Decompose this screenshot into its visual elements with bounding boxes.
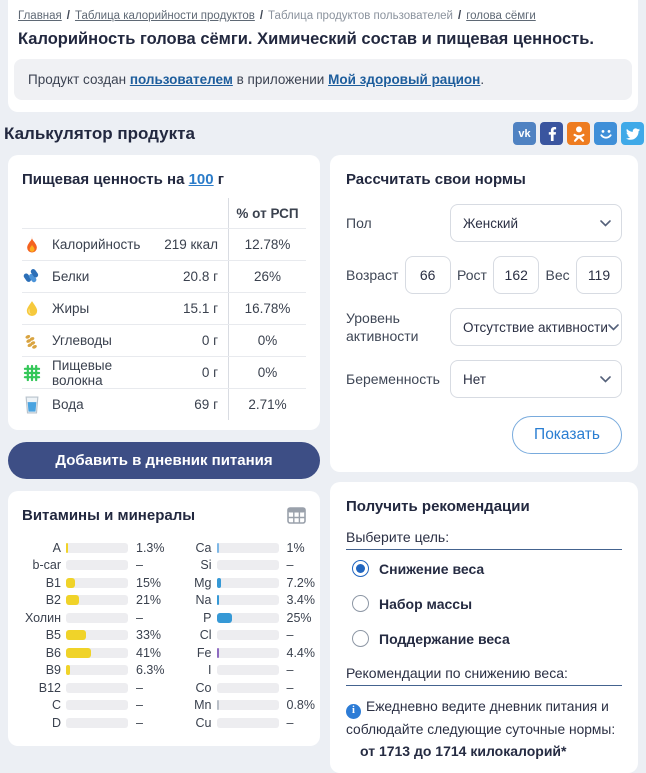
vitamins-title: Витамины и минералы: [22, 507, 196, 524]
nutrient-value: 0 г: [201, 333, 218, 348]
calculator-title: Калькулятор продукта: [4, 123, 195, 143]
breadcrumb-user-products: Таблица продуктов пользователей: [268, 10, 453, 22]
app-link[interactable]: Мой здоровый рацион: [328, 72, 481, 87]
goal-option-weight-loss[interactable]: [352, 560, 622, 577]
table-grid-icon: [287, 507, 306, 524]
radio-unselected-icon[interactable]: [352, 630, 369, 647]
list-item: [179, 714, 316, 732]
carbs-icon: [22, 331, 52, 351]
vitamin-label: A: [52, 540, 61, 555]
notice-text: в приложении: [236, 72, 325, 87]
mineral-bar: [217, 665, 279, 675]
vitamin-bar: [66, 543, 128, 553]
vitamins-minerals-grid: [22, 539, 315, 732]
social-share-bar: [513, 122, 644, 145]
mineral-bar: [217, 595, 279, 605]
breadcrumb-home-link[interactable]: Главная: [18, 10, 62, 22]
vitamin-label: Холин: [24, 610, 61, 625]
vitamin-bar: [66, 578, 128, 588]
add-to-diary-button[interactable]: Добавить в дневник питания: [8, 442, 320, 479]
nutrient-label: Жиры: [52, 301, 90, 316]
vitamin-pct: –: [136, 558, 143, 573]
page-title: Калорийность голова сёмги. Химический состав и пищевая ценность.: [18, 30, 594, 48]
vitamin-label: b-car: [32, 558, 61, 573]
pregnancy-select[interactable]: [450, 360, 622, 398]
vitamins-column: [22, 539, 165, 732]
show-norms-button[interactable]: Показать: [512, 416, 622, 454]
breadcrumb-separator: /: [457, 10, 462, 22]
list-item: [179, 592, 316, 610]
nutrition-card: [8, 155, 320, 430]
nutrient-value: 69 г: [194, 397, 218, 412]
vitamin-pct: 6.3%: [136, 663, 165, 678]
age-input[interactable]: [405, 256, 451, 294]
vitamin-pct: –: [136, 610, 143, 625]
activity-label: Уровень активности: [346, 309, 419, 344]
vitamin-label: C: [51, 698, 61, 713]
info-icon: i: [346, 704, 361, 719]
mineral-label: Cl: [199, 628, 212, 643]
nutrient-label: Углеводы: [52, 333, 112, 348]
mineral-pct: 25%: [286, 610, 312, 625]
recommendations-card: [330, 482, 638, 773]
mineral-bar: [217, 578, 279, 588]
mineral-bar: [217, 543, 279, 553]
recommendation-section-header: Рекомендации по снижению веса:: [346, 665, 622, 686]
mineral-bar: [217, 630, 279, 640]
gender-value: Женский: [463, 215, 519, 231]
table-row: [22, 356, 306, 388]
mineral-pct: 3.4%: [286, 593, 315, 608]
notice-text: .: [480, 72, 485, 87]
list-item: [22, 592, 165, 610]
height-label: Рост: [457, 267, 487, 283]
chevron-down-icon: [608, 324, 619, 331]
list-item: [179, 644, 316, 662]
goal-option-weight-maintain[interactable]: [352, 630, 622, 647]
nutrition-unit: г: [217, 171, 225, 188]
protein-icon: [22, 267, 52, 287]
norms-title: Рассчитать свои нормы: [346, 171, 526, 188]
calculator-body: [0, 155, 646, 773]
nutrient-label: Белки: [52, 269, 90, 284]
mineral-pct: 0.8%: [286, 698, 315, 713]
norms-card: [330, 155, 638, 472]
odnoklassniki-icon: [573, 126, 585, 142]
nutrient-value: 15.1 г: [183, 301, 218, 316]
mineral-bar: [217, 613, 279, 623]
pregnancy-label: Беременность: [346, 370, 440, 387]
radio-selected-icon[interactable]: [352, 560, 369, 577]
list-item: [179, 627, 316, 645]
user-link[interactable]: пользователем: [129, 72, 233, 87]
moimir-share-button[interactable]: [594, 122, 617, 145]
page-header-card: [8, 0, 638, 112]
list-item: [22, 714, 165, 732]
mineral-bar: [217, 700, 279, 710]
list-item: [22, 627, 165, 645]
pregnancy-value: Нет: [463, 371, 486, 387]
list-item: [179, 662, 316, 680]
vitamin-pct: 15%: [136, 575, 162, 590]
height-input[interactable]: [493, 256, 539, 294]
nutrient-label: Вода: [52, 397, 84, 412]
vitamin-label: B1: [45, 575, 61, 590]
vitamin-pct: 1.3%: [136, 540, 165, 555]
goal-section-label: Выберите цель:: [346, 529, 622, 550]
mineral-pct: –: [286, 663, 294, 678]
vitamins-card: [8, 491, 320, 746]
breadcrumb-separator: /: [66, 10, 70, 22]
list-item: [22, 574, 165, 592]
list-item: [22, 609, 165, 627]
nutrient-rsp-pct: 2.71%: [228, 389, 306, 420]
twitter-bird-icon: [626, 128, 640, 140]
nutrient-rsp-pct: 12.78%: [228, 229, 306, 260]
goal-option-mass-gain[interactable]: [352, 595, 622, 612]
mineral-label: Co: [195, 680, 212, 695]
list-item: [22, 557, 165, 575]
mineral-bar: [217, 718, 279, 728]
mineral-pct: –: [286, 715, 294, 730]
chevron-down-icon: [600, 376, 611, 383]
mineral-pct: 4.4%: [286, 645, 315, 660]
list-item: [179, 697, 316, 715]
facebook-icon: [546, 127, 558, 141]
breadcrumb-current-product-link[interactable]: голова сёмги: [466, 10, 536, 22]
list-item: [179, 557, 316, 575]
gender-select[interactable]: [450, 204, 622, 242]
table-view-button[interactable]: [287, 507, 306, 527]
vitamin-bar: [66, 718, 128, 728]
vk-share-button[interactable]: vk: [513, 122, 536, 145]
vitamin-label: B12: [38, 680, 61, 695]
portion-amount-link[interactable]: 100: [188, 171, 214, 188]
list-item: [22, 644, 165, 662]
nutrient-rsp-pct: 0%: [228, 325, 306, 356]
minerals-column: [179, 539, 316, 732]
table-row: [22, 260, 306, 292]
mineral-label: Na: [195, 593, 212, 608]
breadcrumb-calorie-table-link[interactable]: Таблица калорийности продуктов: [74, 10, 255, 22]
nutrient-value: 0 г: [201, 365, 218, 380]
twitter-share-button[interactable]: [621, 122, 644, 145]
vitamin-pct: –: [136, 680, 143, 695]
nutrient-value: 20.8 г: [183, 269, 218, 284]
vitamin-bar: [66, 683, 128, 693]
mineral-label: Fe: [196, 645, 212, 660]
list-item: [22, 662, 165, 680]
vitamin-pct: 41%: [136, 645, 162, 660]
facebook-share-button[interactable]: [540, 122, 563, 145]
fat-icon: [22, 299, 52, 319]
vitamin-pct: 21%: [136, 593, 162, 608]
activity-value: Отсутствие активности: [463, 319, 608, 335]
product-notice: [14, 59, 632, 100]
weight-input[interactable]: [576, 256, 622, 294]
list-item: [179, 609, 316, 627]
vitamin-pct: 33%: [136, 628, 162, 643]
vitamin-bar: [66, 648, 128, 658]
vitamin-pct: –: [136, 715, 143, 730]
notice-text: Продукт создан: [28, 72, 127, 87]
vitamin-bar: [66, 700, 128, 710]
chevron-down-icon: [600, 220, 611, 227]
vitamin-bar: [66, 630, 128, 640]
goal-label: Поддержание веса: [379, 630, 510, 647]
mineral-label: I: [208, 663, 212, 678]
nutrition-table-header: [22, 198, 306, 228]
vitamin-bar: [66, 613, 128, 623]
vitamin-bar: [66, 560, 128, 570]
nutrition-title: [8, 171, 320, 198]
calculator-header: [0, 112, 646, 155]
radio-unselected-icon[interactable]: [352, 595, 369, 612]
vitamin-label: B2: [45, 593, 61, 608]
flame-icon: [22, 235, 52, 255]
calorie-range: от 1713 до 1714 килокалорий*: [360, 743, 567, 759]
nutrient-rsp-pct: 16.78%: [228, 293, 306, 324]
mineral-label: Ca: [195, 540, 212, 555]
weight-label: Вес: [545, 267, 570, 283]
nutrient-value: 219 ккал: [164, 237, 218, 252]
table-row: [22, 228, 306, 260]
mineral-label: Si: [200, 558, 212, 573]
mineral-bar: [217, 648, 279, 658]
recommendation-text: [346, 696, 622, 740]
vitamin-bar: [66, 665, 128, 675]
mineral-pct: 7.2%: [286, 575, 315, 590]
mineral-pct: –: [286, 628, 294, 643]
gender-label: Пол: [346, 214, 372, 231]
table-row: [22, 292, 306, 324]
list-item: [179, 539, 316, 557]
vitamin-label: B6: [45, 645, 61, 660]
vitamin-label: D: [51, 715, 61, 730]
breadcrumb-separator: /: [259, 10, 264, 22]
water-icon: [22, 395, 52, 415]
list-item: [22, 539, 165, 557]
list-item: [179, 574, 316, 592]
mineral-label: P: [203, 610, 212, 625]
breadcrumb: [14, 8, 632, 28]
goal-label: Снижение веса: [379, 560, 485, 577]
mineral-label: Cu: [195, 715, 212, 730]
vitamin-pct: –: [136, 698, 143, 713]
nutrient-label: Пищевые волокна: [52, 357, 113, 388]
fiber-icon: [22, 363, 52, 383]
nutrition-title-text: Пищевая ценность на: [22, 171, 185, 188]
vitamin-label: B5: [45, 628, 61, 643]
mineral-label: Mn: [194, 698, 212, 713]
mineral-label: Mg: [194, 575, 212, 590]
vitamin-label: B9: [45, 663, 61, 678]
table-row: [22, 324, 306, 356]
vitamin-bar: [66, 595, 128, 605]
list-item: [179, 679, 316, 697]
mineral-bar: [217, 560, 279, 570]
mineral-pct: 1%: [286, 540, 305, 555]
rsp-column-header: % от РСП: [228, 198, 306, 228]
odnoklassniki-share-button[interactable]: [567, 122, 590, 145]
nutrient-rsp-pct: 0%: [228, 357, 306, 388]
nutrient-label: Калорийность: [52, 237, 141, 252]
nutrition-table: [8, 198, 320, 430]
age-label: Возраст: [346, 267, 399, 283]
mineral-bar: [217, 683, 279, 693]
list-item: [22, 679, 165, 697]
activity-select[interactable]: [450, 308, 622, 346]
list-item: [22, 697, 165, 715]
mineral-pct: –: [286, 680, 294, 695]
mineral-pct: –: [286, 558, 294, 573]
advice-text: Ежедневно ведите дневник питания и соблюдайте следующие суточные нормы:: [346, 699, 616, 737]
nutrient-rsp-pct: 26%: [228, 261, 306, 292]
goal-label: Набор массы: [379, 595, 473, 612]
recommendations-title: Получить рекомендации: [346, 498, 530, 515]
moimir-smiley-icon: [599, 128, 613, 140]
table-row: [22, 388, 306, 420]
